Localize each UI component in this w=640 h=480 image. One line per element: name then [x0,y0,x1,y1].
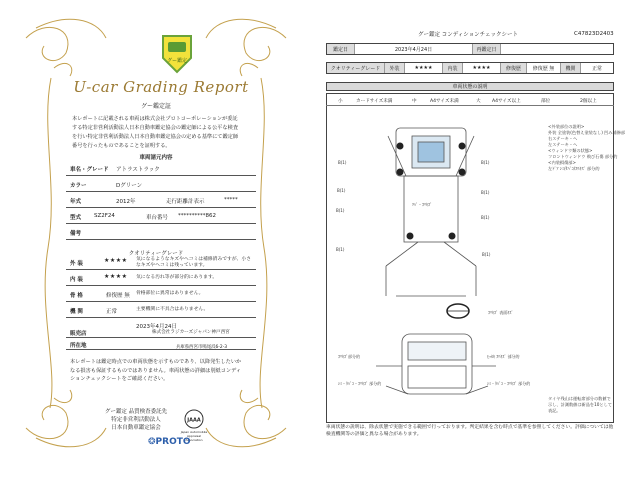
tag-b: B(1) [337,188,346,193]
shop-label: 販売店 [70,331,87,337]
right-note-8: <内装損傷部> [548,160,576,165]
sign-line-3: 日本自動車鑑定協会 [111,425,161,431]
certificate-intro: 本レポートに記載される車両は株式会社プロトコーポレーションが委託する特定非営利活動法人日本自動車鑑定協会の鑑定師による公平な検査を行い特定非営利活動法人日本自動車鑑定協会の定める基準にて鑑定師番号を行ったものであることを証明する。 [72,116,239,149]
sheet-interior-label: 内装 [443,63,463,73]
right-note-3: 右ステーキ・ヘ [548,136,578,141]
row-type [66,208,256,224]
legend-medium: 中 [412,99,417,104]
report-title: U-car Grading Report [73,78,249,96]
row-location [66,338,256,350]
grade-row [326,62,614,74]
sheet-repair-value: 修復歴 無 [527,63,561,73]
legend-row [326,95,614,106]
legend-small: 小 [338,99,343,104]
truck-diagram [326,106,546,422]
engine-label: 機 関 [70,309,83,315]
date-value: 2023年4月24日 [355,44,473,54]
tag-g: ﾂﾊﾟ・ｽﾘｷｽﾞ [412,202,432,207]
row-engine [66,302,256,318]
frame-label: 骨 格 [70,293,83,299]
right-notes [548,124,625,172]
goo-kantei-badge-icon [159,32,195,74]
right-note-6: フロントウィンドウ 飛び石傷 部分的 [548,154,618,159]
right-note-5: <ウィンドウ類の状態> [548,148,593,153]
tag-d: B(1) [336,247,345,252]
mileage-value: ***** [224,197,238,203]
frame-value: 修復歴 無 [106,293,130,299]
legend-small-desc: カードサイズ未満 [356,99,393,104]
tire-note: タイヤ残山は運転席部分の数値で示し、計測数値は新品を10として表記。 [548,396,612,413]
row-frame [66,286,256,302]
legend-multiple: 2個以上 [580,99,597,104]
sheet-disclaimer: 車両状態の説明は、除去状態で実施できる範囲で行っております。判定結果を含む時点で基準を参照してください。評価については他検査機関等の評価と異なる場合があります。 [326,425,614,437]
interior-stars: ★★★★ [104,273,128,280]
certificate-subtitle: グー鑑定証 [140,103,171,110]
legend-large: 大 [476,99,481,104]
jaaa-logo-icon [184,409,204,429]
proto-brand-text: PROTO [155,437,191,447]
sheet-interior-stars: ★★★★ [463,63,501,73]
exterior-note: 気になるようなキズやヘコミは補修済みですが、小さなキズやヘコミは残っています。 [136,257,252,268]
type-label: 型式 [70,215,82,221]
sheet-code: C47823D2403 [574,31,614,37]
tag-i: B(1) [482,252,491,257]
right-note-4: 左ステーキ・ヘ [548,142,578,147]
tag-n: ｼﾐ・ﾀﾊﾞｺ・ｽﾘｷｽﾞ 部分的 [487,381,531,386]
grade-label: クオリティーグレード [327,63,385,73]
certificate-footer-note: 本レポートは鑑定時点での車両状態を示すものであり、以降発生したいかなる損害も保証するものではありません。車両状態の詳細は別紙コンディションチェックシートをご確認ください。 [70,359,242,382]
reeval-value [501,44,613,54]
engine-note: 主要機関に不具合はありません。 [136,307,209,312]
legend-part: 部位 [541,99,551,104]
tag-m: ﾋｯｶｷ ｽﾘｷｽﾞ 部分的 [487,354,520,359]
exterior-stars: ★★★★ [104,257,128,264]
row-shop [66,326,256,338]
row-color [66,176,256,192]
remarks-label: 備考 [70,231,82,237]
location-value: 兵庫県西宮市鳴尾浜6-2-3 [176,345,228,350]
sheet-engine-label: 機関 [561,63,581,73]
dates-row [326,43,614,55]
tag-l: ｼﾐ・ﾀﾊﾞｺ・ｽﾘｷｽﾞ 部分的 [338,381,382,386]
quality-section-title: クオリティーグレード [128,251,184,257]
tag-c: B(1) [336,208,345,213]
issue-date-value: 2023年4月24日 [136,324,177,330]
vin-value: **********862 [178,213,216,219]
sheet-exterior-label: 外装 [385,63,405,73]
location-label: 所在地 [70,343,87,349]
model-label: 車名・グレード [70,167,109,173]
legend-large-desc: A4サイズ以上 [492,99,521,104]
state-band: 車両状態の説明 [326,82,614,91]
mileage-label: 走行距離計表示 [166,199,205,205]
tag-f: B(1) [481,190,490,195]
sheet-exterior-stars: ★★★★ [405,63,443,73]
right-note-1: <外装部位の説明> [548,124,585,129]
vehicle-section-title: 車両諸元内容 [139,155,173,161]
sheet-repair-label: 修復歴 [501,63,527,73]
reeval-label: 再鑑定日 [473,44,501,54]
color-value: Dグリーン [116,183,143,189]
color-label: カラー [70,183,87,189]
year-value: 2012年 [116,199,136,205]
row-exterior [66,254,256,270]
tag-h: B(1) [481,215,490,220]
sign-line-2: 特定非営利活動法人 [111,417,161,423]
jaaa-caption: Japan Automobile Appraisal Association [180,430,208,442]
tag-e: B(1) [481,160,490,165]
sign-line-1: グー鑑定 品質検査委託先 [104,409,168,415]
svg-text:JAAA: JAAA [187,417,201,424]
grading-certificate [6,8,306,460]
svg-text:グー鑑定: グー鑑定 [166,58,188,64]
model-value: アトラストラック [116,167,160,173]
interior-label: 内 装 [70,277,83,283]
row-remarks [66,224,256,240]
engine-value: 正常 [106,309,118,315]
vin-label: 車台番号 [146,215,169,221]
tag-k: ｽﾘｷｽﾞ部分的 [338,354,360,359]
sheet-title: グー鑑定 コンディションチェックシート [417,32,519,38]
interior-note: 気になる汚れ等が部分的にあります。 [136,275,218,280]
tag-j: ｽﾘｷｽﾞ 表面ｷｽﾞ [488,310,514,315]
tag-a: B(1) [338,160,347,165]
type-value: SZ2F24 [94,213,115,219]
right-note-9: 左ﾄﾞｱ ｼﾐ/ﾀﾊﾞｺ/ｽﾘｷｽﾞ 部分的 [548,166,600,171]
year-label: 年式 [70,199,82,205]
proto-logo: ❂PROTO [148,437,191,447]
row-model [66,160,256,176]
shop-value: 株式会社ラジカーズジャパン神戸西宮 [152,330,230,335]
sheet-engine-value: 正常 [591,65,602,72]
row-interior [66,270,256,286]
association-signature [96,408,176,432]
legend-medium-desc: A4サイズ未満 [430,99,459,104]
row-year [66,192,256,208]
exterior-label: 外 装 [70,261,83,267]
date-label: 鑑定日 [327,44,355,54]
right-note-2: 外装 全塗装(色替え塗装なし) 凹み補修部 [548,130,626,135]
frame-note: 骨格部位に異常はありません。 [136,291,204,296]
